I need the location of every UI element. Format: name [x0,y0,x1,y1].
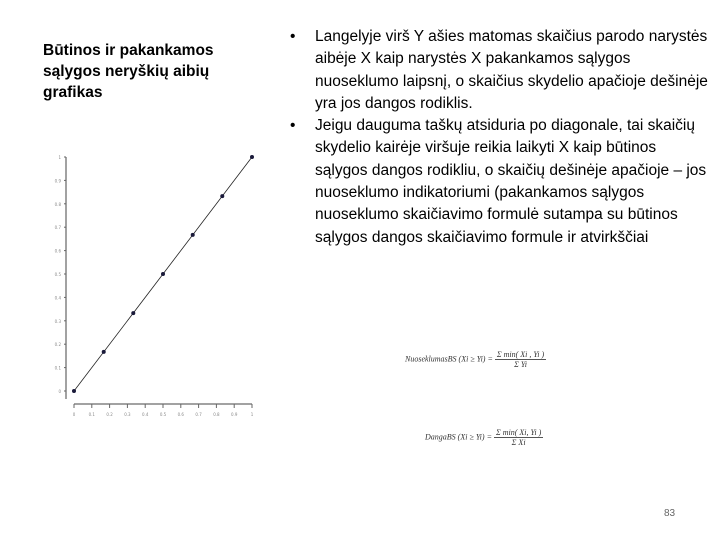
bullet-item [290,26,710,115]
x-tick-label: 0.4 [142,412,149,417]
data-point [220,194,224,198]
bullet-text: Langelyje virš Y ašies matomas skaičius parodo narystės aibėje X kaip narystės X pakankamos sąlygos nuoseklumo laipsnį, o skaičius skydelio apačioje dešinėje yra jos dangos rodiklis. [315,28,708,112]
data-point [131,311,135,315]
data-point [250,155,254,159]
y-tick-label: 0.9 [54,178,61,184]
x-tick-label: 0.6 [177,412,184,417]
y-tick-label: 0 [58,389,61,394]
x-tick-label: 1 [250,412,254,417]
y-tick-label: 0.3 [54,318,61,324]
formula-denominator: Σ Xi [511,438,526,447]
formula-lhs: NuoseklumasBS (Xi ≥ Yi) = [405,354,493,364]
formula-coverage [425,428,543,447]
x-tick-label: 0.5 [159,412,167,417]
data-point [102,350,106,354]
x-tick-label: 0.2 [106,412,113,417]
bullet-icon: • [290,28,296,45]
y-tick-label: 0.5 [54,272,61,277]
scatter-chart [50,145,270,435]
slide-title: Būtinos ir pakankamos sąlygos neryškių aibių grafikas [43,42,214,101]
x-tick-label: 0.8 [213,412,220,417]
y-tick-label: 1 [58,155,61,160]
y-tick-label: 0.7 [54,225,61,231]
bullet-icon: • [290,117,296,135]
y-tick-label: 0.8 [54,201,61,207]
data-point [72,389,76,393]
y-tick-label: 0.4 [54,295,61,301]
y-tick-label: 0.6 [54,248,61,254]
bullet-list [290,26,710,249]
formula-denominator: Σ Yi [514,360,527,369]
y-tick-label: 0.2 [54,342,61,348]
x-tick-label: 0.1 [88,412,95,417]
x-tick-label: 0.3 [124,412,131,417]
page-number: 83 [664,508,676,519]
data-point [191,233,195,237]
y-tick-label: 0.1 [54,365,61,371]
x-tick-label: 0.7 [195,412,202,417]
bullet-item [290,115,710,249]
formula-numerator: Σ min( Xi , Yi ) [496,350,545,359]
bullet-text: Jeigu dauguma taškų atsiduria po diagonale, tai skaičių skydelio kairėje viršuje reikia laikyti X kaip būtinos sąlygos dangos rodikliu, o skaičių dešinėje apačioje – jos nuoseklumo indikatoriumi (pakankamos sąlygos nuoseklumo skaičiavimo formulė sutampa su būtinos sąlygos dangos skaičiavimo formule ir atvirkščiai [315,117,707,246]
formula-lhs: DangaBS (Xi ≥ Yi) = [425,432,492,442]
data-point [161,272,165,276]
formula-numerator: Σ min( Xi, Yi ) [495,428,542,437]
formula-consistency [405,350,546,369]
x-tick-label: 0 [72,412,76,417]
x-tick-label: 0.9 [231,412,238,417]
